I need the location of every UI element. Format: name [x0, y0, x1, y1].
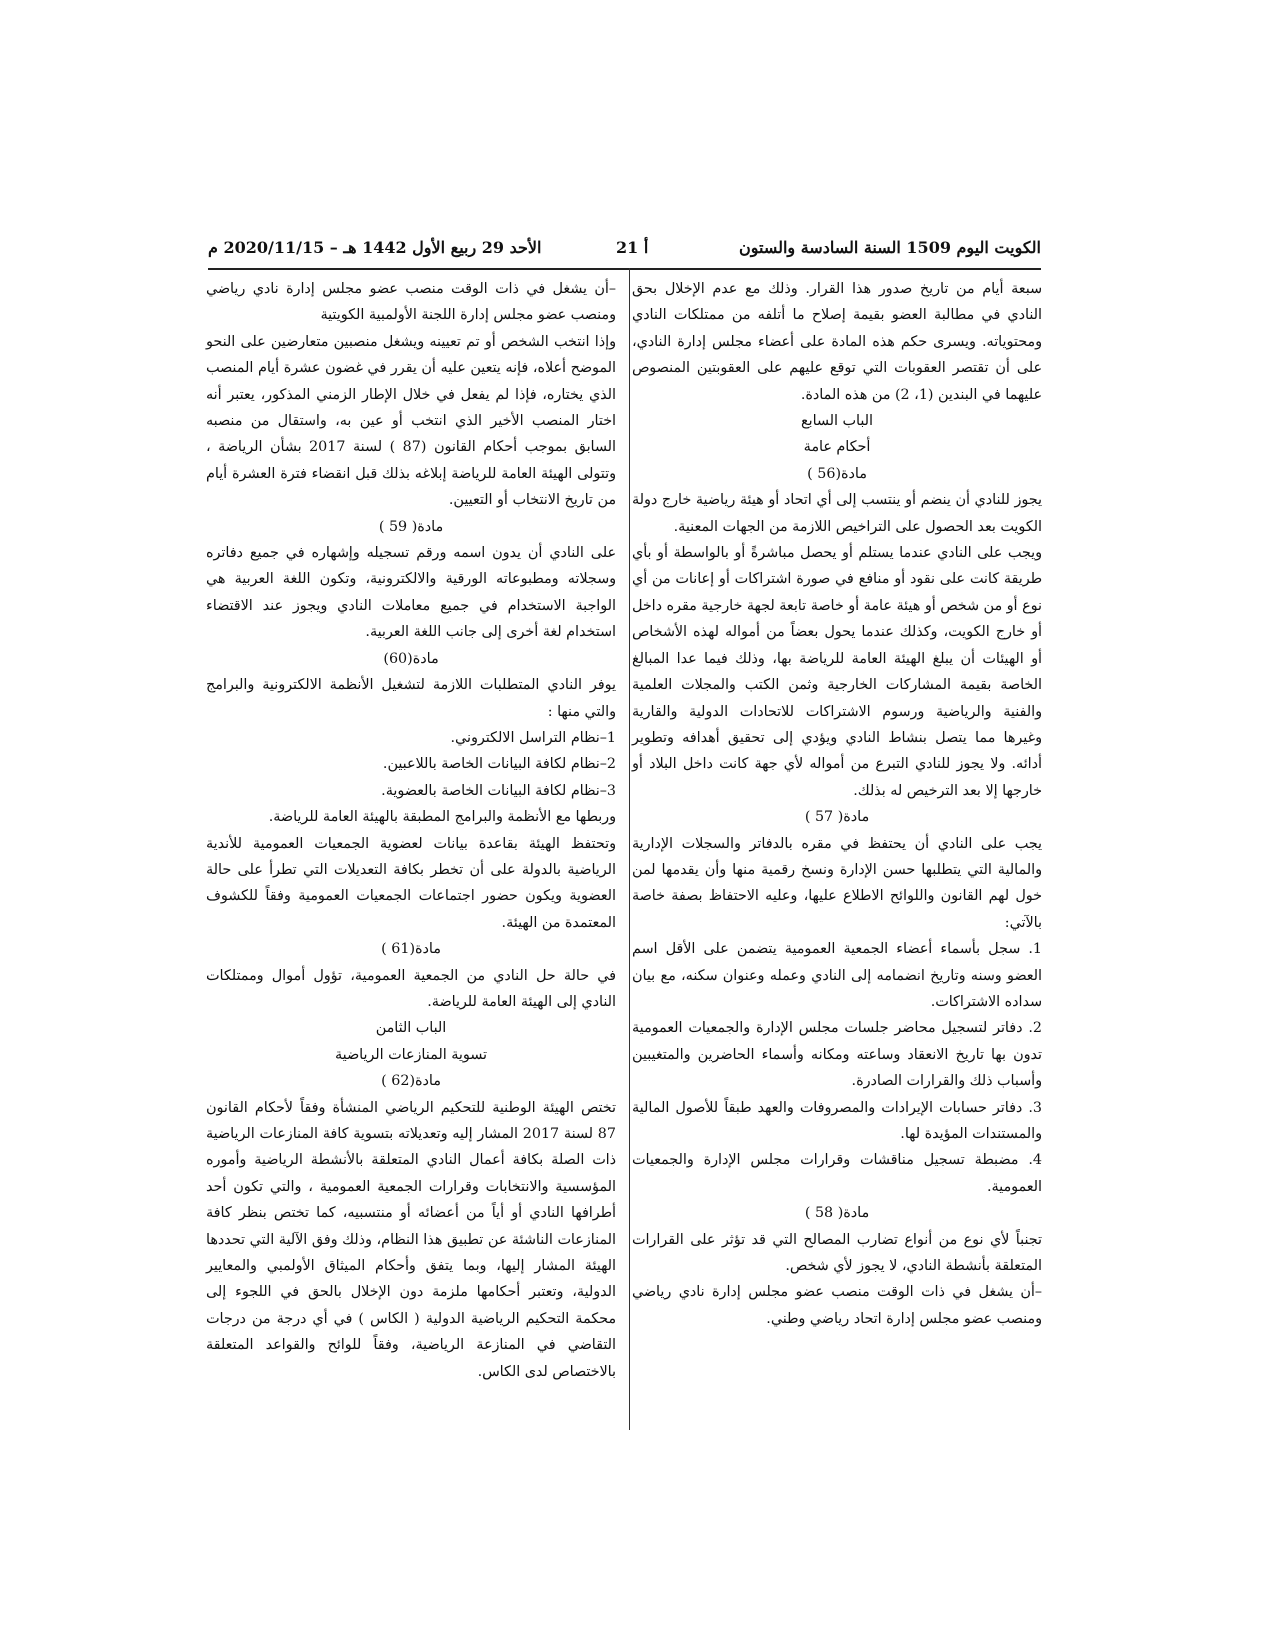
paragraph: 2. دفاتر لتسجيل محاضر جلسات مجلس الإدارة والجمعيات العمومية تدون بها تاريخ الانعقاد وساعته ومكانه وأسماء الحاضرين والمتغيبين وأسباب ذلك والقرارات الصادرة. [632, 1020, 1042, 1090]
paragraph: سبعة أيام من تاريخ صدور هذا القرار. وذلك مع عدم الإخلال بحق النادي في مطالبة العضو بقيمة إصلاح ما أتلفه من ممتلكات النادي ومحتوياته. ويسرى حكم هذه المادة على أعضاء مجلس إدارة النادي، على أن تقتصر العقوبات التي توقع عليهم على العقوبتين المنصوص عليهما في البندين (1، 2) من هذه المادة. [632, 281, 1042, 403]
paragraph: تجنباً لأي نوع من أنواع تضارب المصالح التي قد تؤثر على القرارات المتعلقة بأنشطة النادي، لا يجوز لأي شخص. [632, 1231, 1042, 1275]
paragraph: يجب على النادي أن يحتفظ في مقره بالدفاتر والسجلات الإدارية والمالية التي يتطلبها حسن الإدارة ونسخ رقمية منها وأن يقدمها لمن خول لهم القانون واللوائح الاطلاع عليها، وعليه الاحتفاظ بصفة خاصة بالآتي: [632, 835, 1042, 931]
paragraph: وإذا انتخب الشخص أو تم تعيينه ويشغل منصبين متعارضين على النحو الموضح أعلاه، فإنه يتعين عليه أن يقرر في غضون عشرة أيام المنصب الذي يختاره، فإذا لم يفعل في خلال الإطار الزمني المذكور، يعتبر أنه اختار المنصب الأخير الذي انتخب أو عين به، واستقال من منصبه السابق بموجب أحكام القانون (87 ) لسنة 2017 بشأن الرياضة ، وتتولى الهيئة العامة للرياضة إبلاغه بذلك قبل انقضاء فترة العشرة أيام من تاريخ الانتخاب أو التعيين. [206, 333, 616, 509]
section-heading: أحكام عامة [803, 439, 871, 456]
section-heading: تسوية المنازعات الرياضية [334, 1046, 488, 1063]
section-heading: مادة( 59 ) [378, 518, 444, 535]
paragraph: 2–نظام لكافة البيانات الخاصة باللاعبين. [382, 756, 616, 773]
page-number: 21 أ [616, 238, 649, 257]
paragraph: 3–نظام لكافة البيانات الخاصة بالعضوية. [381, 782, 616, 799]
section-heading: الباب السابع [800, 413, 874, 430]
paragraph: وربطها مع الأنظمة والبرامج المطبقة بالهيئة العامة للرياضة. [268, 809, 616, 826]
section-heading: مادة( 57 ) [804, 809, 870, 826]
column-divider [629, 268, 630, 1430]
paragraph: 4. مضبطة تسجيل مناقشات وقرارات مجلس الإدارة والجمعيات العمومية. [632, 1152, 1042, 1195]
paragraph: في حالة حل النادي من الجمعية العمومية، تؤول أموال وممتلكات النادي إلى الهيئة العامة للرياضة. [206, 967, 616, 1010]
paragraph: 1. سجل بأسماء أعضاء الجمعية العمومية يتضمن على الأقل اسم العضو وسنه وتاريخ انضمامه إلى النادي وعمله وعنوان سكنه، مع بيان سداده الاشتراكات. [632, 941, 1042, 1010]
section-heading: مادة(61 ) [381, 941, 441, 958]
paragraph: وتحتفظ الهيئة بقاعدة بيانات لعضوية الجمعيات العمومية للأندية الرياضية بالدولة على أن تخطر بكافة التعديلات التي تطرأ على حالة العضوية ويكون حضور اجتماعات الجمعيات العمومية وفقاً للكشوف المعتمدة من الهيئة. [206, 835, 616, 931]
paragraph: على النادي أن يدون اسمه ورقم تسجيله وإشهاره في جميع دفاتره وسجلاته ومطبوعاته الورقية والالكترونية، وتكون اللغة العربية هي الواجبة الاستخدام في جميع معاملات النادي ويجوز عند الاقتضاء استخدام لغة أخرى إلى جانب اللغة العربية. [206, 545, 616, 641]
section-heading: مادة(56 ) [807, 465, 867, 482]
section-heading: مادة(62 ) [381, 1073, 441, 1090]
header-date: الأحد 29 ربيع الأول 1442 هـ – 2020/11/15 م [208, 238, 542, 257]
paragraph: 1–نظام التراسل الالكتروني. [450, 729, 616, 746]
section-heading: مادة( 58 ) [804, 1205, 870, 1222]
right-column [632, 276, 1042, 1332]
paragraph: –أن يشغل في ذات الوقت منصب عضو مجلس إدارة نادي رياضي ومنصب عضو مجلس إدارة اللجنة الأولمبية الكويتية [206, 281, 616, 324]
paragraph: 3. دفاتر حسابات الإيرادات والمصروفات والعهد طبقاً للأصول المالية والمستندات المؤيدة لها. [632, 1099, 1042, 1142]
header-issue-info: الكويت اليوم 1509 السنة السادسة والستون [738, 238, 1041, 257]
paragraph: تختص الهيئة الوطنية للتحكيم الرياضي المنشأة وفقاً لأحكام القانون 87 لسنة 2017 المشار إليه وتعديلاته بتسوية كافة المنازعات الرياضية ذات الصلة بكافة أعمال النادي المتعلقة بالأنشطة الرياضية وأموره المؤسسية والانتخابات وقرارات الجمعية العمومية ، والتي تكون أحد أطرافها النادي أو أياً من أعضائه أو منتسبيه، كما تختص بنظر كافة المنازعات الناشئة عن تطبيق هذا النظام، وذلك وفق الآلية التي تحددها الهيئة المشار إليها، وبما يتفق وأحكام الميثاق الأولمبي والمعايير الدولية، وتعتبر أحكامها ملزمة دون الإخلال بالحق في اللجوء إلى محكمة التحكيم الرياضية الدولية ( الكاس ) في أي درجة من درجات التقاضي في المنازعة الرياضية، وفقاً للوائح والقواعد المتعلقة بالاختصاص لدى الكاس. [206, 1099, 616, 1380]
paragraph: ويجب على النادي عندما يستلم أو يحصل مباشرةً أو بالواسطة أو بأي طريقة كانت على نقود أو منافع في صورة اشتراكات أو إعانات من أي نوع أو من شخص أو هيئة عامة أو خاصة تابعة لجهة خارجية مقره داخل أو خارج الكويت، وكذلك عندما يحول بعضاً من أمواله لهذه الأشخاص أو الهيئات أن يبلغ الهيئة العامة للرياضة بها، وذلك فيما عدا المبالغ الخاصة بقيمة المشاركات الخارجية وثمن الكتب والمجلات العلمية والفنية والرياضية ورسوم الاشتراكات للاتحادات الدولية والقارية وغيرها مما يتصل بنشاط النادي ويؤدي إلى تحقيق أهدافه وتطوير أدائه. ولا يجوز للنادي التبرع من أمواله لأي جهة كانت داخل البلاد أو خارجها إلا بعد الترخيص له بذلك. [632, 545, 1042, 799]
paragraph: يوفر النادي المتطلبات اللازمة لتشغيل الأنظمة الالكترونية والبرامج والتي منها : [206, 677, 616, 720]
paragraph: يجوز للنادي أن ينضم أو ينتسب إلى أي اتحاد أو هيئة رياضية خارج دولة الكويت بعد الحصول على التراخيص اللازمة من الجهات المعنية. [632, 492, 1042, 535]
page-header [208, 238, 1041, 270]
left-column [206, 276, 616, 1385]
section-heading: الباب الثامن [375, 1020, 447, 1037]
paragraph: –أن يشغل في ذات الوقت منصب عضو مجلس إدارة نادي رياضي ومنصب عضو مجلس إدارة اتحاد رياضي وطني. [632, 1284, 1042, 1327]
section-heading: مادة(60) [383, 650, 439, 667]
